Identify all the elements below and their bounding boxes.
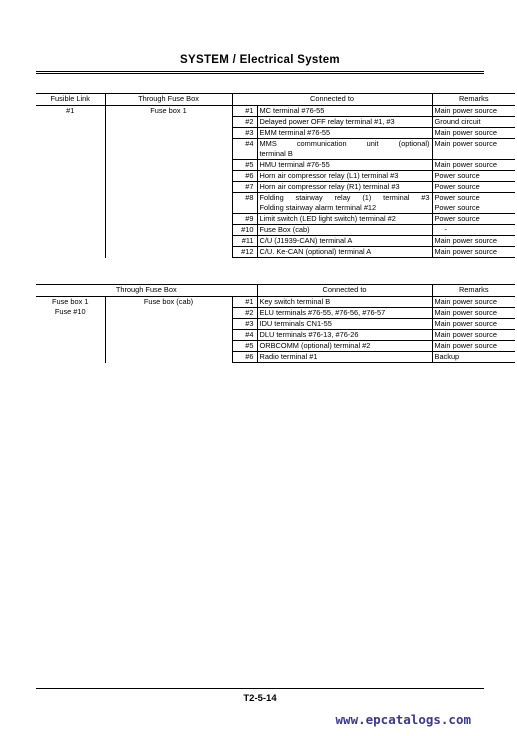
connected-to-cell xyxy=(257,308,432,319)
connected-to-line: Horn air compressor relay (R1) terminal #3 xyxy=(259,182,400,191)
connected-to-line: ELU terminals #76-55, #76-56, #76-57 xyxy=(259,308,386,317)
connected-to-cell xyxy=(257,236,432,247)
remarks-line: Main power source xyxy=(434,139,497,148)
through-fuse-box-cell: Fuse box (cab) xyxy=(105,297,232,363)
remarks-line: Power source xyxy=(434,203,480,212)
connected-to-cell xyxy=(257,225,432,236)
source-fuse-line: Fuse #10 xyxy=(54,307,86,316)
through-fuse-box-cell: Fuse box 1 xyxy=(105,106,232,258)
fuse-number: #4 xyxy=(232,139,257,160)
connected-to-line: ORBCOMM (optional) terminal #2 xyxy=(259,341,371,350)
remarks-line: Main power source xyxy=(434,330,497,339)
connected-to-cell xyxy=(257,352,432,363)
remarks-cell xyxy=(432,193,515,214)
remarks-line: - xyxy=(444,225,447,234)
connected-to-cell xyxy=(257,160,432,171)
connected-to-line: EMM terminal #76-55 xyxy=(259,128,331,137)
fuse-number: #2 xyxy=(232,308,257,319)
fuse-table-fusible-link xyxy=(36,93,515,258)
column-header-connected-to: Connected to xyxy=(232,94,432,106)
fuse-number: #11 xyxy=(232,236,257,247)
connected-to-cell xyxy=(257,330,432,341)
fuse-number: #5 xyxy=(232,160,257,171)
fuse-number: #2 xyxy=(232,117,257,128)
fuse-number: #3 xyxy=(232,319,257,330)
fusible-link-cell: #1 xyxy=(66,106,75,115)
fuse-number: #8 xyxy=(232,193,257,214)
source-fuse-line: Fuse box 1 xyxy=(51,297,89,306)
fuse-table-cab-fuse-box xyxy=(36,284,515,363)
fuse-number: #12 xyxy=(232,247,257,258)
footer-rule xyxy=(36,688,484,689)
connected-to-line: Key switch terminal B xyxy=(259,297,331,306)
connected-to-line: terminal B xyxy=(259,149,293,158)
remarks-cell xyxy=(432,308,515,319)
connected-to-line: DLU terminals #76-13, #76-26 xyxy=(259,330,359,339)
fuse-number: #7 xyxy=(232,182,257,193)
remarks-cell xyxy=(432,225,515,236)
remarks-cell xyxy=(432,236,515,247)
column-header-through-fuse-box: Through Fuse Box xyxy=(36,285,257,297)
connected-to-line: C/U (J1939-CAN) terminal A xyxy=(259,236,353,245)
remarks-line: Main power source xyxy=(434,297,497,306)
connected-to-line: Radio terminal #1 xyxy=(259,352,318,361)
remarks-cell xyxy=(432,139,515,160)
remarks-line: Power source xyxy=(434,214,480,223)
page-number: T2-5-14 xyxy=(243,693,277,704)
remarks-line: Main power source xyxy=(434,128,497,137)
fuse-number: #10 xyxy=(232,225,257,236)
connected-to-cell xyxy=(257,106,432,117)
fuse-number: #9 xyxy=(232,214,257,225)
connected-to-cell xyxy=(257,171,432,182)
connected-to-line: C/U. Ke-CAN (optional) terminal A xyxy=(259,247,372,256)
connected-to-cell xyxy=(257,297,432,308)
connected-to-line: HMU terminal #76-55 xyxy=(259,160,330,169)
remarks-cell xyxy=(432,297,515,308)
connected-to-line: Limit switch (LED light switch) terminal #2 xyxy=(259,214,396,223)
column-header-fusible-link: Fusible Link xyxy=(36,94,105,106)
remarks-line: Power source xyxy=(434,171,480,180)
source-fuse-cell xyxy=(36,297,105,363)
remarks-line: Ground circuit xyxy=(434,117,481,126)
fuse-number: #4 xyxy=(232,330,257,341)
fuse-number: #1 xyxy=(232,297,257,308)
connected-to-line: MMS communication unit (optional) xyxy=(259,139,430,148)
fuse-number: #3 xyxy=(232,128,257,139)
fuse-number: #6 xyxy=(232,171,257,182)
remarks-cell xyxy=(432,160,515,171)
remarks-cell xyxy=(432,128,515,139)
connected-to-line: MC terminal #76-55 xyxy=(259,106,325,115)
connected-to-cell xyxy=(257,128,432,139)
header-rule xyxy=(36,71,484,72)
remarks-line: Main power source xyxy=(434,236,497,245)
table-row xyxy=(36,297,515,308)
remarks-cell xyxy=(432,352,515,363)
connected-to-cell xyxy=(257,341,432,352)
connected-to-cell xyxy=(257,139,432,160)
connected-to-cell xyxy=(257,319,432,330)
remarks-line: Main power source xyxy=(434,160,497,169)
header-rule-secondary xyxy=(36,73,484,74)
remarks-line: Main power source xyxy=(434,106,497,115)
page-title: SYSTEM / Electrical System xyxy=(180,54,340,66)
connected-to-cell xyxy=(257,182,432,193)
connected-to-line: Folding stairway alarm terminal #12 xyxy=(259,203,377,212)
remarks-line: Backup xyxy=(434,352,460,361)
connected-to-line: Folding stairway relay (1) terminal #3 xyxy=(259,193,430,202)
fuse-number: #1 xyxy=(232,106,257,117)
connected-to-cell xyxy=(257,117,432,128)
remarks-line: Main power source xyxy=(434,308,497,317)
column-header-remarks: Remarks xyxy=(432,94,515,106)
remarks-line: Main power source xyxy=(434,341,497,350)
connected-to-line: IDU terminals CN1-55 xyxy=(259,319,332,328)
column-header-connected-to: Connected to xyxy=(257,285,432,297)
connected-to-cell xyxy=(257,214,432,225)
watermark: www.epcatalogs.com xyxy=(335,712,471,727)
remarks-cell xyxy=(432,247,515,258)
remarks-line: Power source xyxy=(434,182,480,191)
remarks-line: Power source xyxy=(434,193,480,202)
connected-to-cell xyxy=(257,247,432,258)
connected-to-line: Fuse Box (cab) xyxy=(259,225,310,234)
remarks-cell xyxy=(432,171,515,182)
column-header-through-fuse-box: Through Fuse Box xyxy=(105,94,232,106)
remarks-cell xyxy=(432,117,515,128)
connected-to-cell xyxy=(257,193,432,214)
connected-to-line: Delayed power OFF relay terminal #1, #3 xyxy=(259,117,395,126)
remarks-cell xyxy=(432,214,515,225)
connected-to-line: Horn air compressor relay (L1) terminal #3 xyxy=(259,171,399,180)
remarks-cell xyxy=(432,182,515,193)
column-header-remarks: Remarks xyxy=(432,285,515,297)
fuse-number: #6 xyxy=(232,352,257,363)
remarks-line: Main power source xyxy=(434,319,497,328)
remarks-cell xyxy=(432,330,515,341)
fuse-number: #5 xyxy=(232,341,257,352)
table-row xyxy=(36,106,515,117)
remarks-line: Main power source xyxy=(434,247,497,256)
remarks-cell xyxy=(432,106,515,117)
remarks-cell xyxy=(432,341,515,352)
remarks-cell xyxy=(432,319,515,330)
